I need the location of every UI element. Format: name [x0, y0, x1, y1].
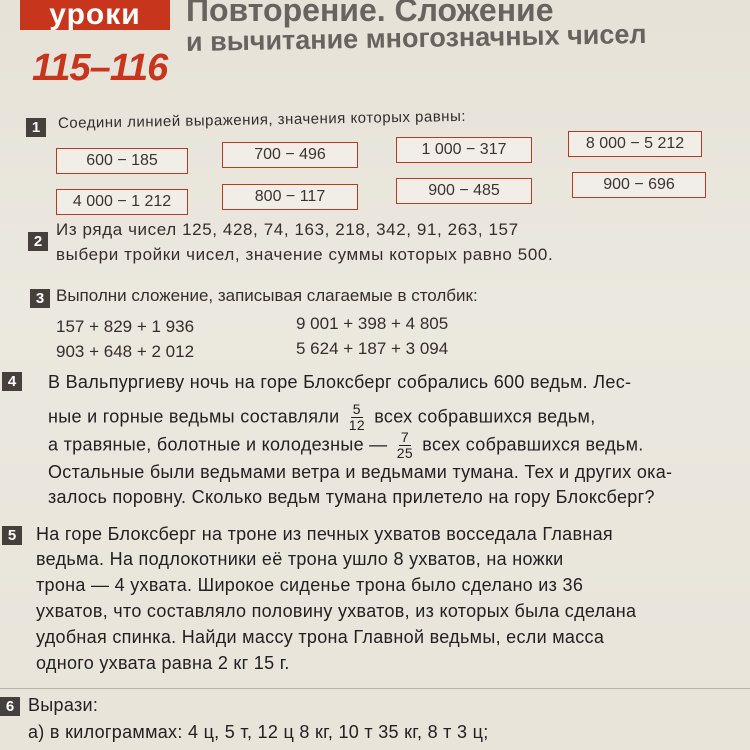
- fraction-denominator: 25: [396, 445, 413, 461]
- task-text: На горе Блоксберг на троне из печных ухватов восседала Главная: [36, 524, 613, 544]
- task-text: ные и горные ведьмы составляли: [48, 406, 340, 427]
- fraction-numerator: 7: [400, 429, 409, 445]
- fraction: [349, 402, 365, 433]
- expression-box: 4 000 − 1 212: [56, 189, 188, 215]
- lessons-badge: уроки: [20, 0, 170, 30]
- task-text: а травяные, болотные и колодезные —: [48, 434, 388, 455]
- expression-box: 600 − 185: [56, 148, 188, 174]
- task-text: выбери тройки чисел, значение суммы которых равно 500.: [56, 245, 554, 264]
- task-text: удобная спинка. Найди массу трона Главной ведьмы, если масса: [36, 627, 605, 647]
- task-text-line: [48, 402, 596, 433]
- sum-expression: 9 001 + 398 + 4 805: [296, 314, 449, 333]
- task-text: а) в килограммах: 4 ц, 5 т, 12 ц 8 кг, 10 т 35 кг, 8 т 3 ц;: [28, 722, 489, 742]
- task-text: Выполни сложение, записывая слагаемые в столбик:: [56, 286, 478, 305]
- expression-box: 800 − 117: [222, 184, 358, 210]
- task-text: трона — 4 ухвата. Широкое сиденье трона было сделано из 36: [36, 575, 584, 595]
- expression-box: 900 − 696: [572, 172, 706, 198]
- task-text: В Вальпургиеву ночь на горе Блоксберг собрались 600 ведьм. Лес-: [48, 372, 632, 392]
- fraction-denominator: 12: [348, 417, 365, 433]
- page-title-line1: Повторение. Сложение: [186, 0, 554, 28]
- page-title-line2: и вычитание многозначных чисел: [185, 18, 647, 57]
- expression-box: 900 − 485: [396, 178, 532, 204]
- divider: [0, 688, 750, 689]
- task-text: ведьма. На подлокотники её трона ушло 8 ухватов, на ножки: [36, 549, 564, 569]
- task-text: Из ряда чисел 125, 428, 74, 163, 218, 342, 91, 263, 157: [56, 220, 519, 239]
- task-text: всех собравшихся ведьм,: [374, 406, 596, 427]
- task-number: 2: [28, 232, 48, 251]
- expression-box: 700 − 496: [222, 142, 358, 168]
- task-number: 5: [2, 526, 22, 545]
- task-text: Вырази:: [28, 695, 99, 715]
- task-text: ухватов, что составляло половину ухватов, из которых была сделана: [36, 601, 637, 621]
- sum-expression: 157 + 829 + 1 936: [56, 317, 195, 336]
- expression-box: 8 000 − 5 212: [568, 131, 702, 157]
- task-text: Соедини линией выражения, значения которых равны:: [57, 107, 467, 132]
- task-text: Остальные были ведьмами ветра и ведьмами тумана. Тех и других ока-: [48, 462, 673, 482]
- task-number: 4: [2, 372, 22, 391]
- expression-box: 1 000 − 317: [396, 137, 532, 163]
- task-text: всех собравшихся ведьм.: [422, 434, 644, 455]
- lesson-numbers: 115–116: [32, 47, 168, 89]
- task-number: 1: [26, 118, 46, 137]
- fraction-numerator: 5: [352, 401, 361, 417]
- sum-expression: 903 + 648 + 2 012: [56, 342, 195, 361]
- task-number: 3: [30, 289, 50, 308]
- fraction: [397, 430, 413, 461]
- task-text: залось поровну. Сколько ведьм тумана прилетело на гору Блоксберг?: [48, 487, 655, 507]
- task-number: 6: [0, 697, 20, 716]
- sum-expression: 5 624 + 187 + 3 094: [296, 339, 449, 358]
- task-text-line: [48, 430, 644, 461]
- task-text: одного ухвата равна 2 кг 15 г.: [36, 653, 290, 673]
